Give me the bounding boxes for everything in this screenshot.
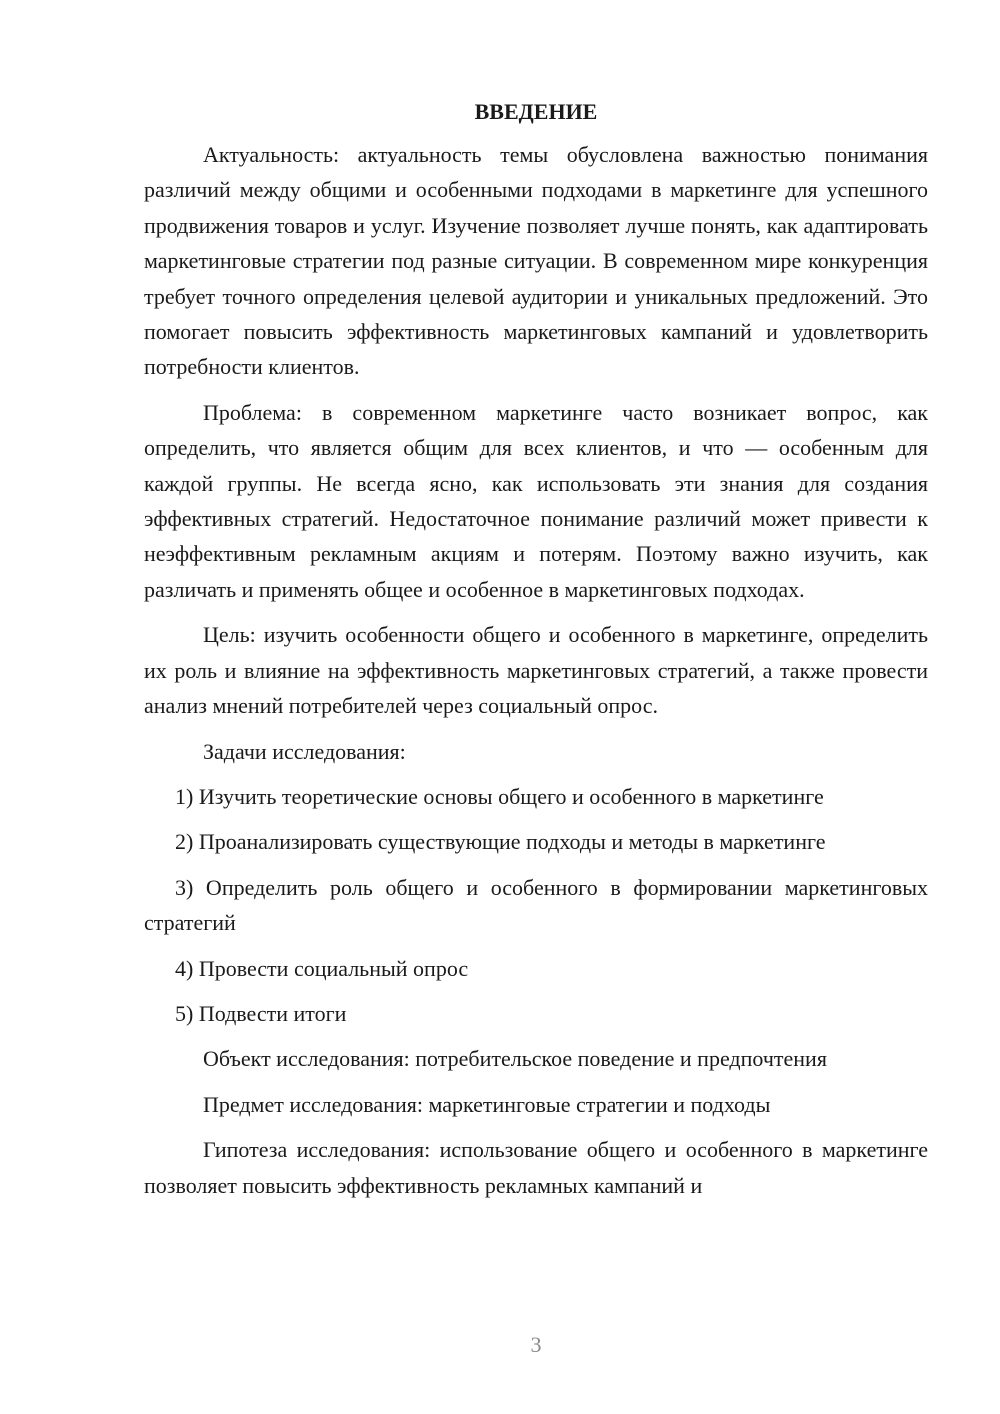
task-item-1: 1) Изучить теоретические основы общего и особенного в маркетинге [175,783,824,809]
relevance-paragraph: Актуальность: актуальность темы обусловлена важностью понимания различий между общими и особенными подходами в маркетинге для успешного продвижения товаров и услуг. Изучение позволяет лучше понять, как адаптировать маркетинговые стратегии под разные ситуации. В современном мире конкуренция требует точного определения целевой аудитории и уникальных предложений. Это помогает повысить эффективность маркетинговых кампаний и удовлетворить потребности клиентов. [144,142,928,380]
page-body [144,96,928,1213]
subject-paragraph: Предмет исследования: маркетинговые стратегии и подходы [203,1091,771,1117]
goal-paragraph: Цель: изучить особенности общего и особенного в маркетинге, определить их роль и влияние на эффективность маркетинговых стратегий, а также провести анализ мнений потребителей через социальный опрос. [144,622,928,719]
task-item-5: 5) Подвести итоги [175,1000,347,1026]
page-number: 3 [530,1332,542,1357]
task-item-4: 4) Провести социальный опрос [175,955,469,981]
problem-paragraph: Проблема: в современном маркетинге часто возникает вопрос, как определить, что является общим для всех клиентов, и что — особенным для каждой группы. Не всегда ясно, как использовать эти знания для создания эффективных стратегий. Недостаточное понимание различий может привести к неэффективным рекламным акциям и потерям. Поэтому важно изучить, как различать и применять общее и особенное в маркетинговых подходах. [144,399,928,602]
task-item-3: 3) Определить роль общего и особенного в формировании маркетинговых стратегий [144,874,928,936]
hypothesis-paragraph: Гипотеза исследования: использование общего и особенного в маркетинге позволяет повысить эффективность рекламных кампаний и [144,1137,928,1198]
page-title: ВВЕДЕНИЕ [474,99,598,124]
object-paragraph: Объект исследования: потребительское поведение и предпочтения [203,1046,827,1072]
task-item-2: 2) Проанализировать существующие подходы и методы в маркетинге [175,829,826,855]
tasks-heading: Задачи исследования: [203,738,406,764]
